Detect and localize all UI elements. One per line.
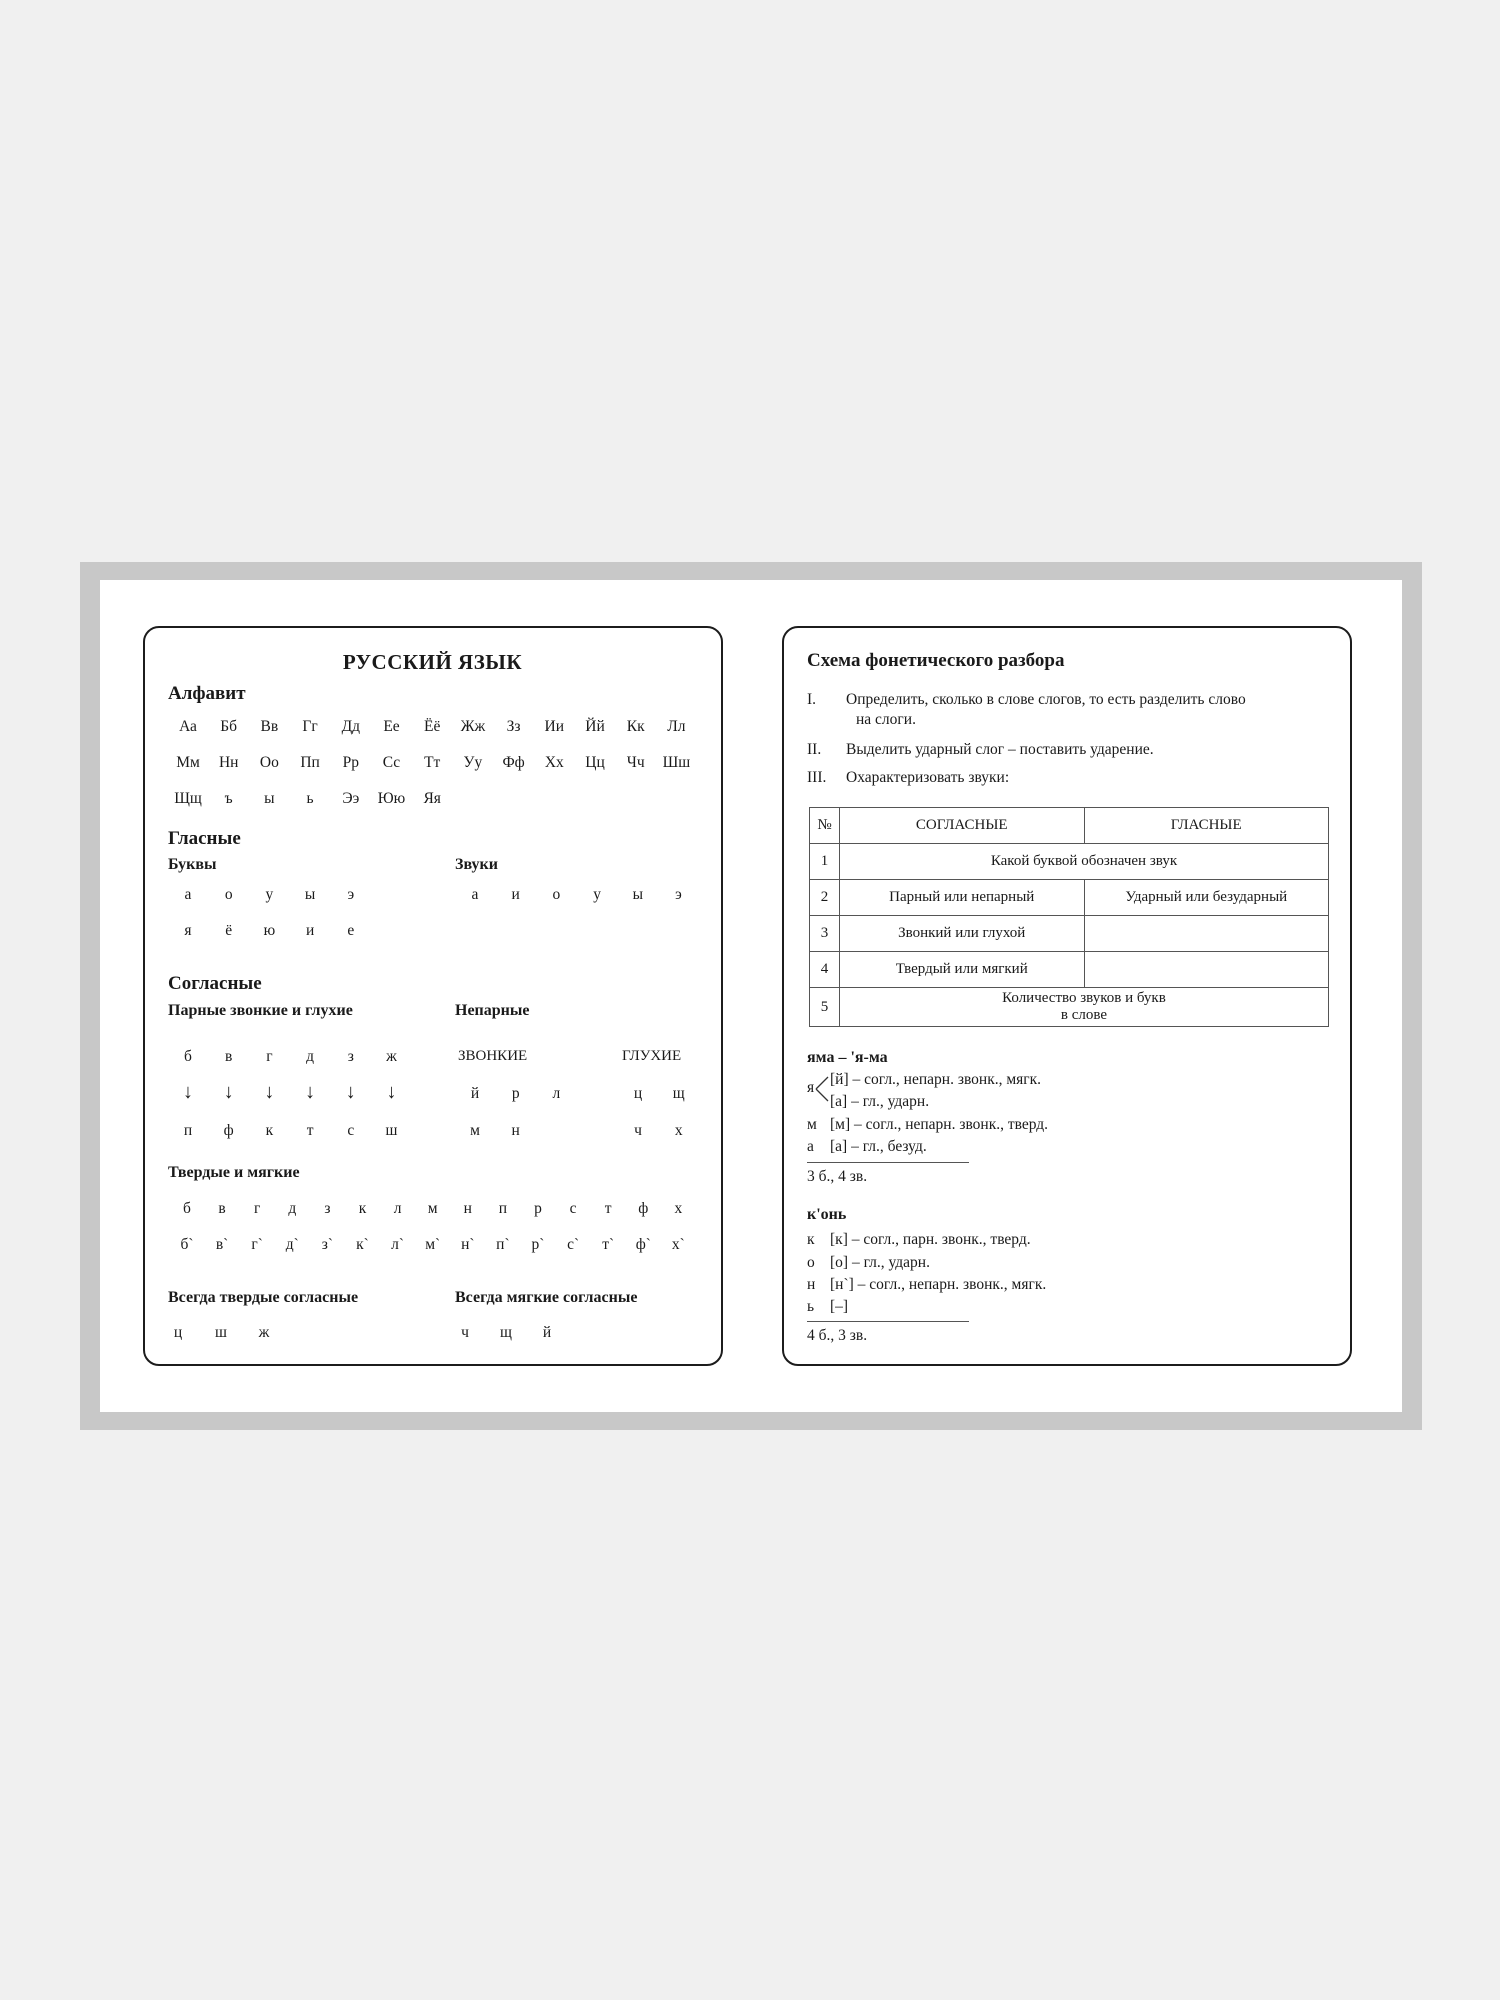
soft-consonant: х` (671, 1236, 685, 1253)
vowel-sound: о (552, 886, 561, 903)
unpaired-voiceless: х (674, 1122, 683, 1139)
soft-consonant: г` (251, 1236, 263, 1253)
example-2-line: [н`] – согл., непарн. звонк., мягк. (830, 1276, 1047, 1293)
always-soft-letter: й (542, 1324, 552, 1341)
phonetic-table (809, 807, 1329, 1027)
hard-consonant: р (534, 1200, 542, 1217)
row-num: 3 (810, 916, 840, 952)
branch-bracket-icon (815, 1072, 831, 1106)
voiceless-label: ГЛУХИЕ (622, 1048, 682, 1064)
voiceless-consonant: с (347, 1122, 355, 1139)
always-soft-letter: щ (500, 1324, 512, 1341)
consonants-heading: Согласные (168, 973, 262, 994)
row-num: 1 (810, 844, 840, 880)
always-hard-letter: ж (258, 1324, 270, 1341)
alphabet-letter: Уу (463, 754, 483, 771)
voiceless-consonant: т (306, 1122, 314, 1139)
hard-consonant: т (604, 1200, 612, 1217)
row-merged-cell (839, 988, 1328, 1027)
vowel-sounds-heading: Звуки (455, 856, 498, 873)
example-2-line: [к] – согл., парн. звонк., тверд. (830, 1231, 1031, 1248)
down-arrow-icon: ↓ (386, 1081, 397, 1103)
unpaired-voiced: м (470, 1122, 480, 1139)
table-row (810, 952, 1329, 988)
consonant-cell: Твердый или мягкий (839, 952, 1084, 988)
unpaired-consonants-heading: Непарные (455, 1002, 530, 1019)
vowel-sound: и (511, 886, 520, 903)
hard-consonant: с (569, 1200, 577, 1217)
hard-consonant: в (218, 1200, 226, 1217)
down-arrow-icon: ↓ (264, 1081, 275, 1103)
example-2-total: 4 б., 3 зв. (807, 1327, 868, 1344)
vowel-cell (1084, 916, 1329, 952)
hard-consonant: г (254, 1200, 261, 1217)
alphabet-letter: Ёё (424, 718, 441, 735)
soft-consonant: л` (391, 1236, 405, 1253)
alphabet-letter: Йй (585, 718, 605, 735)
alphabet-letter: Яя (423, 790, 441, 807)
row-merged-cell: Какой буквой обозначен звук (839, 844, 1328, 880)
vowel-sound: а (471, 886, 479, 903)
soft-consonant: б` (180, 1236, 194, 1253)
table-row (810, 988, 1329, 1027)
voiced-label: ЗВОНКИЕ (458, 1048, 528, 1064)
hard-consonant: н (463, 1200, 472, 1217)
voiced-consonant: ж (386, 1048, 397, 1065)
step-1-num: I. (807, 691, 817, 708)
alphabet-letter: Фф (502, 754, 525, 771)
always-soft-heading: Всегда мягкие согласные (455, 1289, 638, 1306)
row-num: 2 (810, 880, 840, 916)
hard-soft-heading: Твердые и мягкие (168, 1164, 300, 1181)
soft-consonant: ф` (635, 1236, 651, 1253)
page-title: РУССКИЙ ЯЗЫК (342, 650, 523, 674)
example-1-line-a: [а] – гл., безуд. (830, 1138, 927, 1155)
alphabet-letter: Чч (626, 754, 645, 771)
vowel-letter: е (347, 922, 355, 939)
always-soft-letter: ч (461, 1324, 469, 1341)
example-1-line-1: [й] – согл., непарн. звонк., мягк. (830, 1071, 1042, 1088)
alphabet-letter: Ее (383, 718, 400, 735)
hard-consonant: д (288, 1200, 297, 1217)
unpaired-voiced: й (470, 1085, 480, 1102)
vowel-sound: у (593, 886, 601, 903)
hard-consonant: х (674, 1200, 683, 1217)
soft-consonant: п` (496, 1236, 510, 1253)
example-2-letter: о (807, 1254, 815, 1271)
alphabet-letter: Ээ (342, 790, 360, 807)
example-2-line: [о] – гл., ударн. (830, 1254, 930, 1271)
hard-consonant: ф (638, 1200, 649, 1217)
scheme-title: Схема фонетического разбора (807, 650, 1065, 671)
soft-consonant: т` (602, 1236, 615, 1253)
voiced-consonant: г (266, 1048, 273, 1065)
example-1-total: 3 б., 4 зв. (807, 1168, 868, 1185)
voiceless-consonant: ш (385, 1122, 398, 1139)
soft-consonant: с` (567, 1236, 580, 1253)
hard-consonant: л (393, 1200, 402, 1217)
voiceless-consonant: ф (223, 1122, 234, 1139)
voiced-consonant: з (347, 1048, 354, 1065)
alphabet-letter: Гг (302, 718, 318, 735)
alphabet-letter: Мм (176, 754, 200, 771)
vowel-sound: э (675, 886, 682, 903)
down-arrow-icon: ↓ (183, 1081, 193, 1103)
divider (807, 1162, 969, 1163)
soft-consonant: к` (356, 1236, 369, 1253)
merged-line-1: Количество звуков и букв (1002, 990, 1166, 1006)
example-2-letter: ь (807, 1298, 815, 1315)
example-2-letter: к (807, 1231, 815, 1248)
vowel-letter: у (265, 886, 274, 903)
vowel-letter: и (305, 922, 315, 939)
alphabet-letter: Зз (506, 718, 521, 735)
vowel-letter: э (347, 886, 355, 903)
row-num: 5 (810, 988, 840, 1027)
example-2-letter: н (807, 1276, 816, 1293)
unpaired-voiced: р (511, 1085, 520, 1102)
down-arrow-icon: ↓ (305, 1081, 316, 1103)
unpaired-voiced: н (511, 1122, 520, 1139)
vowel-letter: ё (225, 922, 233, 939)
always-hard-letter: ш (215, 1324, 227, 1341)
alphabet-letter: Дд (341, 718, 361, 735)
unpaired-voiced: л (552, 1085, 561, 1102)
soft-consonant: д` (285, 1236, 299, 1253)
step-1-text: Определить, сколько в слове слогов, то есть разделить слово (846, 691, 1246, 708)
alphabet-letter: Пп (300, 754, 320, 771)
soft-consonant: н` (461, 1236, 475, 1253)
merged-line-2: в слове (1060, 1007, 1108, 1023)
divider (807, 1321, 969, 1322)
table-row (810, 916, 1329, 952)
table-row (810, 844, 1329, 880)
alphabet-letter: Рр (342, 754, 359, 771)
down-arrow-icon: ↓ (223, 1081, 234, 1103)
alphabet-letter: Кк (626, 718, 645, 735)
step-3-num: III. (807, 769, 827, 786)
voiced-consonant: б (184, 1048, 192, 1065)
vowel-cell: Ударный или безударный (1084, 880, 1329, 916)
example-2-line: [–] (830, 1298, 849, 1315)
vowels-heading: Гласные (168, 828, 241, 849)
table-header-row (810, 808, 1329, 844)
paired-consonants-heading: Парные звонкие и глухие (168, 1002, 353, 1019)
header-vowels: ГЛАСНЫЕ (1084, 808, 1329, 844)
alphabet-letter: Лл (667, 718, 686, 735)
soft-consonant: з` (321, 1236, 334, 1253)
alphabet-letter: Сс (382, 754, 401, 771)
alphabet-letter: Щщ (174, 790, 202, 807)
voiceless-consonant: п (183, 1122, 193, 1139)
hard-consonant: з (324, 1200, 331, 1217)
unpaired-voiceless: ч (634, 1122, 642, 1139)
alphabet-letter: ъ (224, 790, 233, 807)
table-row (810, 880, 1329, 916)
voiced-consonant: д (306, 1048, 315, 1065)
always-hard-heading: Всегда твердые согласные (168, 1289, 359, 1306)
step-2-text: Выделить ударный слог – поставить ударение. (846, 741, 1154, 758)
soft-consonant: в` (215, 1236, 229, 1253)
example-1-letter-ya: я (807, 1079, 815, 1096)
vowel-letters-heading: Буквы (168, 856, 217, 873)
example-1-line-m: [м] – согл., непарн. звонк., тверд. (830, 1116, 1049, 1133)
soft-consonant: р` (531, 1236, 545, 1253)
alphabet-letter: Цц (585, 754, 605, 771)
unpaired-voiceless: ц (633, 1085, 643, 1102)
header-num: № (810, 808, 840, 844)
alphabet-letter: Аа (179, 718, 197, 735)
right-panel-phonetic-scheme (782, 626, 1352, 1366)
down-arrow-icon: ↓ (345, 1081, 356, 1103)
alphabet-heading: Алфавит (168, 683, 246, 704)
alphabet-letter: Хх (544, 754, 564, 771)
hard-consonant: б (183, 1200, 191, 1217)
vowel-letter: ю (263, 922, 276, 939)
consonant-cell: Парный или непарный (839, 880, 1084, 916)
alphabet-letter: Юю (377, 790, 406, 807)
vowel-sound: ы (632, 886, 643, 903)
hard-consonant: м (427, 1200, 438, 1217)
alphabet-letter: Тт (424, 754, 441, 771)
alphabet-letter: Ии (544, 718, 565, 735)
soft-consonant: м` (425, 1236, 441, 1253)
example-1-line-2: [а] – гл., ударн. (830, 1093, 930, 1110)
example-2-word: к'онь (807, 1206, 847, 1223)
vowel-letter: я (184, 922, 192, 939)
consonant-cell: Звонкий или глухой (839, 916, 1084, 952)
alphabet-letter: Жж (460, 718, 486, 735)
example-1-letter-m: м (807, 1116, 817, 1133)
unpaired-voiceless: щ (672, 1085, 685, 1102)
header-consonants: СОГЛАСНЫЕ (839, 808, 1084, 844)
alphabet-letter: Нн (218, 754, 239, 771)
voiced-consonant: в (225, 1048, 233, 1065)
alphabet-letter: Бб (220, 718, 238, 735)
vowel-cell (1084, 952, 1329, 988)
row-num: 4 (810, 952, 840, 988)
voiceless-consonant: к (265, 1122, 274, 1139)
alphabet-letter: Вв (260, 718, 279, 735)
example-1-letter-a: а (807, 1138, 814, 1155)
vowel-letter: о (224, 886, 233, 903)
step-2-num: II. (807, 741, 822, 758)
vowel-letter: ы (304, 886, 316, 903)
always-hard-letter: ц (173, 1324, 183, 1341)
example-1-word: яма – 'я-ма (807, 1049, 888, 1066)
alphabet-letter: ы (264, 790, 275, 807)
step-3-text: Охарактеризовать звуки: (846, 769, 1010, 786)
hard-consonant: к (358, 1200, 367, 1217)
alphabet-letter: Шш (662, 754, 691, 771)
step-1-text-cont: на слоги. (856, 711, 916, 728)
alphabet-letter: ь (306, 790, 314, 807)
left-panel-russian-language (143, 626, 723, 1366)
alphabet-letter: Оо (259, 754, 279, 771)
hard-consonant: п (498, 1200, 508, 1217)
vowel-letter: а (184, 886, 192, 903)
